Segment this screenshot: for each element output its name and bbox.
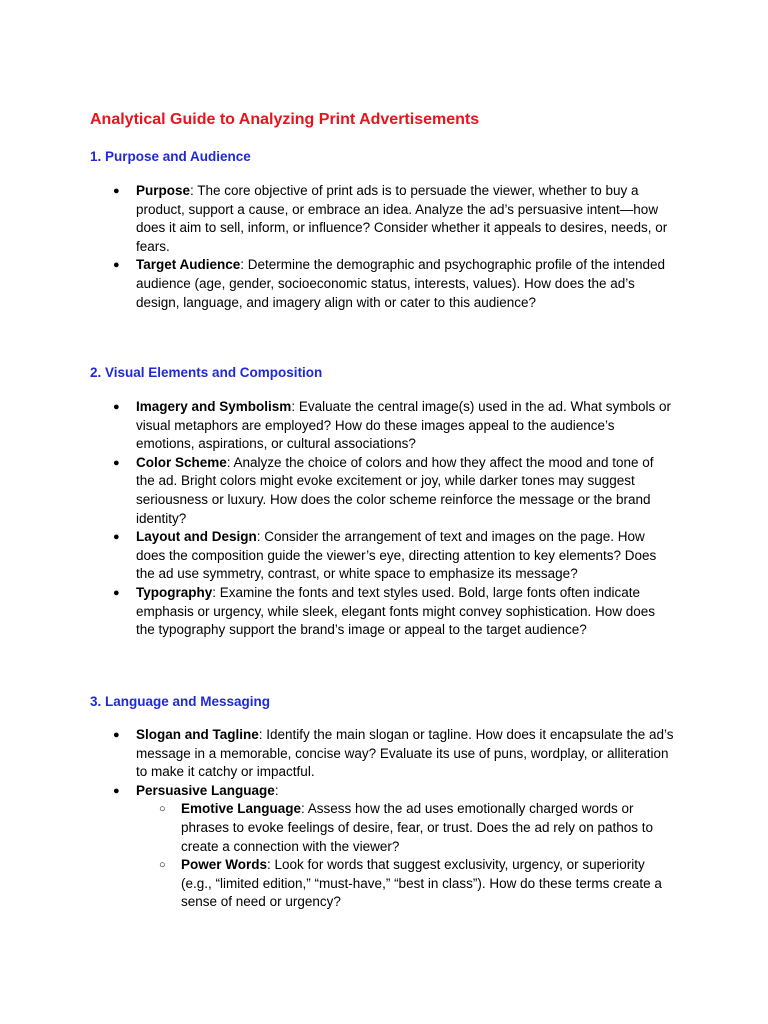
bullet-icon: ●	[113, 784, 120, 797]
term-label: Typography	[136, 584, 213, 600]
sub-item-power-words	[159, 856, 676, 912]
term-label: Emotive Language	[181, 801, 302, 817]
list-item-target-audience	[0, 256, 676, 312]
term-label: Target Audience	[136, 257, 241, 273]
bullet-icon: ●	[113, 185, 120, 197]
list-item-slogan-tagline	[0, 726, 676, 782]
item-text: : Look for words that suggest exclusivity, urgency, or superiority (e.g., “limited edition,” “must-have,” “best in class”). How do these terms create a sense of need or urgency?	[181, 857, 662, 910]
section-heading-purpose-audience: 1. Purpose and Audience	[90, 149, 251, 164]
document-title: Analytical Guide to Analyzing Print Advertisements	[90, 111, 480, 128]
list-item-color-scheme	[0, 454, 676, 528]
list-item-imagery-symbolism	[0, 398, 676, 454]
term-label: Layout and Design	[136, 529, 257, 545]
bullet-icon: ●	[113, 729, 120, 741]
term-label: Imagery and Symbolism	[136, 399, 292, 414]
term-label: Power Words	[181, 857, 268, 873]
item-text: : Analyze the choice of colors and how they affect the mood and tone of the ad. Bright colors might evoke excitement or joy, while darker tones may suggest seriousness or luxury. How does the color scheme reinforce the message or the brand identity?	[136, 454, 654, 526]
term-label: Persuasive Language	[136, 782, 275, 798]
section-heading-language-messaging: 3. Language and Messaging	[90, 694, 271, 709]
sub-item-emotive-language	[159, 800, 676, 856]
item-text: : Identify the main slogan or tagline. How does it encapsulate the ad’s message in a memorable, concise way? Evaluate its use of puns, wordplay, or alliteration to make it catchy or impactful.	[136, 727, 674, 780]
list-item-typography	[0, 584, 676, 640]
list-item-persuasive-language	[0, 782, 676, 912]
section-list-visual-elements	[0, 398, 768, 640]
term-label: Color Scheme	[136, 454, 227, 470]
bullet-icon: ●	[113, 259, 120, 272]
item-text: : Examine the fonts and text styles used. Bold, large fonts often indicate emphasis or urgency, while sleek, elegant fonts might convey sophistication. How does the typography support the brand’s image or appeal to the target audience?	[136, 584, 656, 638]
bullet-icon: ●	[113, 456, 120, 469]
item-text: : Determine the demographic and psychographic profile of the intended audience (age, gender, socioeconomic status, interests, values). How does the ad’s design, language, and imagery align with or cater to this audience?	[136, 257, 666, 310]
section-list-purpose-audience	[0, 182, 768, 312]
sub-list-persuasive-language	[136, 800, 676, 912]
bullet-icon: ●	[113, 586, 120, 599]
item-text: :	[274, 782, 279, 798]
section-heading-visual-elements: 2. Visual Elements and Composition	[90, 365, 323, 380]
section-list-language-messaging	[0, 726, 768, 912]
hollow-bullet-icon: ○	[159, 859, 166, 872]
list-item-purpose	[0, 182, 676, 256]
item-text: : The core objective of print ads is to persuade the viewer, whether to buy a product, support a cause, or embrace an idea. Analyze the ad’s persuasive intent—how does it aim to sell, inform, or influence? Consider whether it appeals to desires, needs, or fears.	[136, 183, 668, 254]
list-item-layout-design	[0, 528, 676, 584]
term-label: Slogan and Tagline	[136, 727, 259, 742]
bullet-icon: ●	[113, 531, 120, 544]
item-text: : Consider the arrangement of text and images on the page. How does the composition guide the viewer’s eye, directing attention to key elements? Does the ad use symmetry, contrast, or white space to emphasize its message?	[136, 529, 657, 582]
term-label: Purpose	[136, 183, 191, 198]
bullet-icon: ●	[113, 401, 120, 413]
item-text: : Assess how the ad uses emotionally charged words or phrases to evoke feelings of desire, fear, or trust. Does the ad rely on pathos to create a connection with the viewer?	[181, 801, 654, 854]
hollow-bullet-icon: ○	[159, 803, 166, 816]
item-text: : Evaluate the central image(s) used in the ad. What symbols or visual metaphors are employed? How do these images appeal to the audience’s emotions, aspirations, or cultural associations?	[136, 399, 671, 452]
